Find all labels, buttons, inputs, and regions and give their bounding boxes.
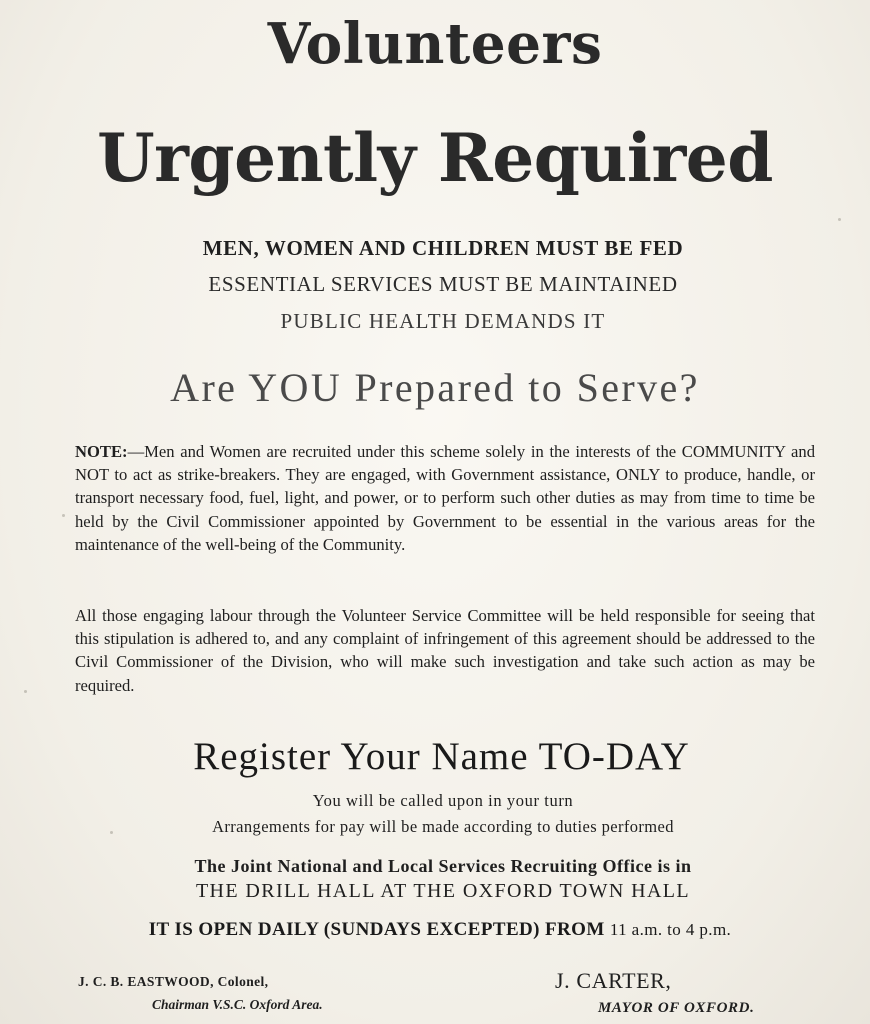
register-heading: Register Your Name TO-DAY [193, 735, 690, 778]
paper-speck [838, 218, 841, 221]
paper-speck [110, 831, 113, 834]
signature-left-title: Chairman V.S.C. Oxford Area. [152, 997, 323, 1012]
signature-left-name: J. C. B. EASTWOOD, Colonel, [78, 974, 269, 989]
office-line-1: The Joint National and Local Services Recruiting Office is in [194, 856, 692, 876]
signature-right-title: MAYOR OF OXFORD. [598, 1000, 755, 1016]
subhead-services: ESSENTIAL SERVICES MUST BE MAINTAINED [208, 272, 678, 296]
pay-line: Arrangements for pay will be made according to duties performed [212, 817, 674, 836]
office-line-2: THE DRILL HALL AT THE OXFORD TOWN HALL [195, 880, 691, 902]
paper-speck [62, 514, 65, 517]
note-paragraph [75, 440, 815, 556]
opening-hours [0, 919, 870, 941]
subhead-fed: MEN, WOMEN AND CHILDREN MUST BE FED [202, 236, 684, 260]
signature-right-name: J. CARTER, [555, 968, 672, 993]
paper-speck [24, 690, 27, 693]
opening-hours-times: 11 a.m. to 4 p.m. [609, 920, 732, 939]
note-lead: NOTE: [75, 442, 128, 461]
headline-volunteers: Volunteers [267, 11, 603, 77]
called-upon-line: You will be called upon in your turn [312, 791, 574, 810]
subhead-public-health: PUBLIC HEALTH DEMANDS IT [280, 309, 606, 333]
note-text: —Men and Women are recruited under this scheme solely in the interests of the COMMUNITY and NOT to act as strike-breakers. They are engaged, with Government assistance, ONLY to produce, handle, or transport necessary food, fuel, light, and power, or to perform such other duties as may from time to time be held by the Civil Commissioner appointed by Government to be essential in the various areas for the maintenance of the well-being of the Community. [75, 442, 815, 554]
question-heading: Are YOU Prepared to Serve? [170, 365, 700, 410]
responsibility-paragraph: All those engaging labour through the Volunteer Service Committee will be held responsible for seeing that this stipulation is adhered to, and any complaint of infringement of this agreement should be addressed to the Civil Commissioner of the Division, who will make such investigation and take such action as may be required. [75, 606, 815, 695]
headline-urgently-required: Urgently Required [97, 119, 773, 197]
opening-hours-text: IT IS OPEN DAILY (SUNDAYS EXCEPTED) FROM [148, 919, 605, 940]
